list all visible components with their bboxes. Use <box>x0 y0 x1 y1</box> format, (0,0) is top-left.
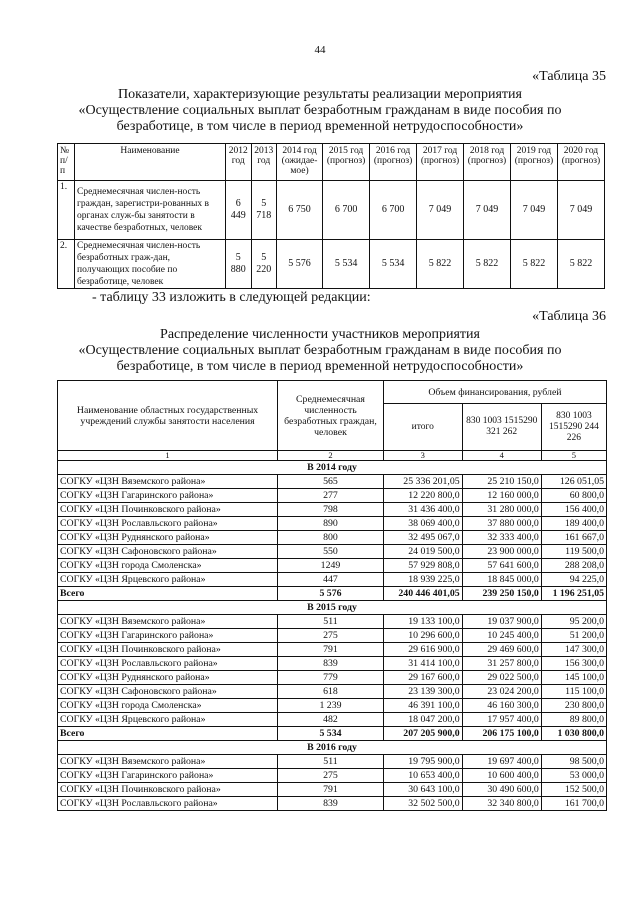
cell-value: 6 700 <box>323 181 370 240</box>
cell-value: 37 880 000,0 <box>462 517 541 531</box>
header-no: № п/п <box>58 144 75 181</box>
cell-value: 447 <box>278 573 384 587</box>
cell-value: 51 200,0 <box>541 629 606 643</box>
cell-value: 7 049 <box>557 181 604 240</box>
cell-value: 152 500,0 <box>541 783 606 797</box>
cell-value: 5 576 <box>277 240 323 289</box>
cell-value: 5 534 <box>370 240 417 289</box>
cell-value: 29 469 600,0 <box>462 643 541 657</box>
institution-name: СОГКУ «ЦЗН города Смоленска» <box>58 559 278 573</box>
title-line: Показатели, характеризующие результаты реализации мероприятия <box>118 87 522 102</box>
institution-name: СОГКУ «ЦЗН Сафоновского района» <box>58 545 278 559</box>
cell-value: 57 929 808,0 <box>383 559 462 573</box>
table35-tag: «Таблица 35 <box>532 69 606 84</box>
table-row <box>58 713 607 727</box>
year-row <box>58 461 607 475</box>
cell-value: 46 391 100,0 <box>383 699 462 713</box>
cell-value: 145 100,0 <box>541 671 606 685</box>
institution-name: СОГКУ «ЦЗН Гагаринского района» <box>58 489 278 503</box>
cell-value: 23 139 300,0 <box>383 685 462 699</box>
cell-value: 18 939 225,0 <box>383 573 462 587</box>
total-value: 5 534 <box>278 727 384 741</box>
institution-name: СОГКУ «ЦЗН Починковского района» <box>58 503 278 517</box>
cell-value: 32 340 800,0 <box>462 797 541 811</box>
cell-value: 5 822 <box>417 240 464 289</box>
cell-value: 288 208,0 <box>541 559 606 573</box>
cell-value: 798 <box>278 503 384 517</box>
year-label: В 2015 году <box>58 601 607 615</box>
cell-value: 10 653 400,0 <box>383 769 462 783</box>
column-number-row <box>58 451 607 461</box>
table-row <box>58 643 607 657</box>
cell-value: 29 616 900,0 <box>383 643 462 657</box>
cell-value: 23 024 200,0 <box>462 685 541 699</box>
title-line: «Осуществление социальных выплат безработным гражданам в виде пособия по <box>78 103 562 118</box>
table36 <box>57 380 607 811</box>
total-value: 1 196 251,05 <box>541 587 606 601</box>
cell-value: 18 845 000,0 <box>462 573 541 587</box>
header-year: 2015 год (прогноз) <box>323 144 370 181</box>
cell-value: 277 <box>278 489 384 503</box>
header-funding: Объем финансирования, рублей <box>383 381 606 404</box>
title-line: Распределение численности участников мероприятия <box>160 327 480 342</box>
cell-value: 29 167 600,0 <box>383 671 462 685</box>
cell-value: 98 500,0 <box>541 755 606 769</box>
year-row <box>58 741 607 755</box>
header-total: итого <box>383 404 462 451</box>
header-year: 2018 год (прогноз) <box>464 144 511 181</box>
total-label: Всего <box>58 587 278 601</box>
cell-value: 791 <box>278 643 384 657</box>
table36-title <box>30 327 610 375</box>
year-label: В 2016 году <box>58 741 607 755</box>
cell-value: 29 022 500,0 <box>462 671 541 685</box>
cell-value: 23 900 000,0 <box>462 545 541 559</box>
table-row <box>58 503 607 517</box>
cell-value: 230 800,0 <box>541 699 606 713</box>
institution-name: СОГКУ «ЦЗН Ярцевского района» <box>58 713 278 727</box>
cell-value: 10 296 600,0 <box>383 629 462 643</box>
total-value: 240 446 401,05 <box>383 587 462 601</box>
table-row <box>58 517 607 531</box>
cell-value: 38 069 400,0 <box>383 517 462 531</box>
cell-value: 95 200,0 <box>541 615 606 629</box>
cell-value: 839 <box>278 797 384 811</box>
cell-value: 1 239 <box>278 699 384 713</box>
cell-value: 147 300,0 <box>541 643 606 657</box>
cell-value: 7 049 <box>510 181 557 240</box>
institution-name: СОГКУ «ЦЗН Вяземского района» <box>58 615 278 629</box>
cell-value: 12 220 800,0 <box>383 489 462 503</box>
total-row <box>58 587 607 601</box>
institution-name: СОГКУ «ЦЗН Рославльского района» <box>58 517 278 531</box>
cell-value: 189 400,0 <box>541 517 606 531</box>
cell-value: 57 641 600,0 <box>462 559 541 573</box>
cell-value: 17 957 400,0 <box>462 713 541 727</box>
institution-name: СОГКУ «ЦЗН Руднянского района» <box>58 671 278 685</box>
cell-value: 800 <box>278 531 384 545</box>
total-value: 1 030 800,0 <box>541 727 606 741</box>
column-number: 1 <box>58 451 278 461</box>
cell-value: 126 051,05 <box>541 475 606 489</box>
cell-value: 31 257 800,0 <box>462 657 541 671</box>
total-label: Всего <box>58 727 278 741</box>
table-row <box>58 531 607 545</box>
header-year: 2016 год (прогноз) <box>370 144 417 181</box>
cell-value: 25 210 150,0 <box>462 475 541 489</box>
header-year: 2020 год (прогноз) <box>557 144 604 181</box>
total-row <box>58 727 607 741</box>
column-number: 2 <box>278 451 384 461</box>
cell-value: 5 822 <box>557 240 604 289</box>
institution-name: СОГКУ «ЦЗН Починковского района» <box>58 643 278 657</box>
cell-value: 10 600 400,0 <box>462 769 541 783</box>
institution-name: СОГКУ «ЦЗН Руднянского района» <box>58 531 278 545</box>
cell-value: 890 <box>278 517 384 531</box>
cell-value: 791 <box>278 783 384 797</box>
cell-value: 53 000,0 <box>541 769 606 783</box>
table-row <box>58 240 605 289</box>
header-name: Наименование <box>75 144 226 181</box>
cell-value: 30 643 100,0 <box>383 783 462 797</box>
cell-value: 7 049 <box>464 181 511 240</box>
header-year: 2013 год <box>251 144 277 181</box>
table36-tag: «Таблица 36 <box>532 309 606 324</box>
cell-value: 32 333 400,0 <box>462 531 541 545</box>
cell-value: 161 700,0 <box>541 797 606 811</box>
cell-value: 32 495 067,0 <box>383 531 462 545</box>
institution-name: СОГКУ «ЦЗН города Смоленска» <box>58 699 278 713</box>
table35-title <box>30 87 610 135</box>
table-row <box>58 489 607 503</box>
institution-name: СОГКУ «ЦЗН Сафоновского района» <box>58 685 278 699</box>
row-name: Среднемесячная числен-ность граждан, зарегистри-рованных в органах служ-бы занятости в качестве безработных, человек <box>75 181 226 240</box>
cell-value: 19 697 400,0 <box>462 755 541 769</box>
total-value: 206 175 100,0 <box>462 727 541 741</box>
cell-value: 94 225,0 <box>541 573 606 587</box>
table-row <box>58 475 607 489</box>
table-header-row <box>58 381 607 404</box>
cell-value: 550 <box>278 545 384 559</box>
year-row <box>58 601 607 615</box>
year-label: В 2014 году <box>58 461 607 475</box>
table-row <box>58 699 607 713</box>
cell-value: 19 133 100,0 <box>383 615 462 629</box>
cell-value: 46 160 300,0 <box>462 699 541 713</box>
institution-name: СОГКУ «ЦЗН Рославльского района» <box>58 657 278 671</box>
table-row <box>58 671 607 685</box>
table35 <box>57 143 605 289</box>
institution-name: СОГКУ «ЦЗН Гагаринского района» <box>58 769 278 783</box>
cell-value: 275 <box>278 769 384 783</box>
cell-value: 119 500,0 <box>541 545 606 559</box>
cell-value: 565 <box>278 475 384 489</box>
column-number: 5 <box>541 451 606 461</box>
total-value: 207 205 900,0 <box>383 727 462 741</box>
cell-value: 19 795 900,0 <box>383 755 462 769</box>
header-year: 2014 год (ожидае-мое) <box>277 144 323 181</box>
header-code: 830 1003 1515290 321 262 <box>462 404 541 451</box>
cell-value: 5 220 <box>251 240 277 289</box>
cell-value: 31 436 400,0 <box>383 503 462 517</box>
cell-value: 115 100,0 <box>541 685 606 699</box>
cell-value: 156 400,0 <box>541 503 606 517</box>
cell-value: 10 245 400,0 <box>462 629 541 643</box>
header-code: 830 1003 1515290 244 226 <box>541 404 606 451</box>
cell-value: 31 280 000,0 <box>462 503 541 517</box>
header-year: 2012 год <box>226 144 252 181</box>
cell-value: 31 414 100,0 <box>383 657 462 671</box>
table-row <box>58 615 607 629</box>
cell-value: 12 160 000,0 <box>462 489 541 503</box>
institution-name: СОГКУ «ЦЗН Гагаринского района» <box>58 629 278 643</box>
page-number: 44 <box>314 44 326 56</box>
institution-name: СОГКУ «ЦЗН Вяземского района» <box>58 475 278 489</box>
table-header-row <box>58 144 605 181</box>
table-row <box>58 685 607 699</box>
cell-value: 32 502 500,0 <box>383 797 462 811</box>
header-year: 2019 год (прогноз) <box>510 144 557 181</box>
cell-value: 19 037 900,0 <box>462 615 541 629</box>
total-value: 5 576 <box>278 587 384 601</box>
institution-name: СОГКУ «ЦЗН Рославльского района» <box>58 797 278 811</box>
title-line: безработице, в том числе в период временной нетрудоспособности» <box>116 119 524 134</box>
header-unemployed: Среднемесячная численность безработных граждан, человек <box>278 381 384 451</box>
cell-value: 1249 <box>278 559 384 573</box>
institution-name: СОГКУ «ЦЗН Вяземского района» <box>58 755 278 769</box>
institution-name: СОГКУ «ЦЗН Починковского района» <box>58 783 278 797</box>
row-number: 1. <box>58 181 75 240</box>
cell-value: 618 <box>278 685 384 699</box>
table-row <box>58 797 607 811</box>
total-value: 239 250 150,0 <box>462 587 541 601</box>
table-row <box>58 573 607 587</box>
cell-value: 24 019 500,0 <box>383 545 462 559</box>
cell-value: 25 336 201,05 <box>383 475 462 489</box>
cell-value: 161 667,0 <box>541 531 606 545</box>
table-row <box>58 769 607 783</box>
cell-value: 511 <box>278 615 384 629</box>
cell-value: 5 534 <box>323 240 370 289</box>
table-row <box>58 545 607 559</box>
cell-value: 6 700 <box>370 181 417 240</box>
cell-value: 779 <box>278 671 384 685</box>
header-year: 2017 год (прогноз) <box>417 144 464 181</box>
cell-value: 5 718 <box>251 181 277 240</box>
cell-value: 482 <box>278 713 384 727</box>
cell-value: 275 <box>278 629 384 643</box>
row-number: 2. <box>58 240 75 289</box>
cell-value: 5 822 <box>510 240 557 289</box>
cell-value: 18 047 200,0 <box>383 713 462 727</box>
table-row <box>58 559 607 573</box>
table-row <box>58 657 607 671</box>
cell-value: 60 800,0 <box>541 489 606 503</box>
column-number: 4 <box>462 451 541 461</box>
cell-value: 7 049 <box>417 181 464 240</box>
title-line: безработице, в том числе в период временной нетрудоспособности» <box>116 359 524 374</box>
cell-value: 6 750 <box>277 181 323 240</box>
cell-value: 839 <box>278 657 384 671</box>
table-row <box>58 755 607 769</box>
cell-value: 511 <box>278 755 384 769</box>
table-row <box>58 783 607 797</box>
title-line: «Осуществление социальных выплат безработным гражданам в виде пособия по <box>78 343 562 358</box>
cell-value: 30 490 600,0 <box>462 783 541 797</box>
cell-value: 89 800,0 <box>541 713 606 727</box>
cell-value: 5 822 <box>464 240 511 289</box>
table-row <box>58 629 607 643</box>
cell-value: 156 300,0 <box>541 657 606 671</box>
row-name: Среднемесячная числен-ность безработных граж-дан, получающих пособие по безработице, человек <box>75 240 226 289</box>
column-number: 3 <box>383 451 462 461</box>
instruction-text: - таблицу 33 изложить в следующей редакции: <box>92 290 371 305</box>
cell-value: 5 880 <box>226 240 252 289</box>
cell-value: 6 449 <box>226 181 252 240</box>
header-institution: Наименование областных государственных учреждений службы занятости населения <box>58 381 278 451</box>
table-row <box>58 181 605 240</box>
institution-name: СОГКУ «ЦЗН Ярцевского района» <box>58 573 278 587</box>
